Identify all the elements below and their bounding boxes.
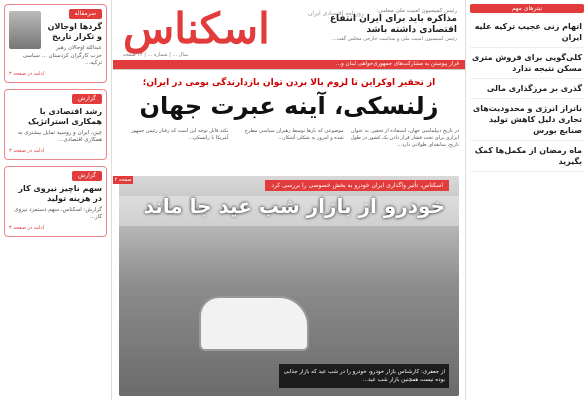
article-col-3: نکته قابل توجه این است که رفتار رئیس جمهور آمریکا با زلنسکی... xyxy=(131,128,229,141)
article-col-2: موضوعی که بارها توسط رهبران سیاسی مطرح شده و امروز به شکلی آشکار... xyxy=(244,128,344,141)
masthead-bar: قرار پیوستن به مشارکت‌های جمهوری‌خواهی لبنان و... xyxy=(113,60,465,69)
top-interview[interactable] xyxy=(329,8,457,60)
card-tag: گزارش xyxy=(72,171,102,181)
article-col-1: در تاریخ دیپلماسی جهان، استفاده از تحقیر، به عنوان ابزاری برای تحت فشار قرار دادن یک کشور در طول تاریخ، سابقه‌ای طولانی دارد... xyxy=(350,128,459,148)
more-link[interactable]: ادامه در صفحه ۳ xyxy=(9,224,45,231)
card-title: گردها اوجالان و تکرار تاریخ xyxy=(47,22,102,41)
issue-info: سال ... | شماره ... | ۱۲ صفحه xyxy=(123,52,189,58)
headline-kicker: از تحقیر اوکراین تا لزوم بالا بردن توان بازدارندگی بومی در ایران؛ xyxy=(142,78,436,88)
card-body: عبدالله اوجالان رهبر حزب کارگران کردستان ... سیاسی ترکیه... xyxy=(22,45,102,66)
left-column xyxy=(0,0,112,400)
right-column xyxy=(465,0,588,400)
card-body: چین، ایران و روسیه تمایل بیشتری به همکاری اقتصادی... xyxy=(17,129,102,143)
left-card-1[interactable] xyxy=(4,4,107,83)
left-card-3[interactable] xyxy=(4,166,107,237)
card-title: رشد اقتصادی با همکاری استراتژیک xyxy=(27,106,102,126)
card-tag: گزارش xyxy=(72,94,102,104)
interview-pre: رئیس کمیسیون امنیت ملی مجلس: xyxy=(376,8,457,14)
center-column xyxy=(113,0,465,400)
photo-headline[interactable]: خودرو از بازار شب عید جا ماند xyxy=(143,194,445,218)
card-body: گزارش: اسکناس، سهم دستمزد نیروی کار... xyxy=(14,206,102,220)
more-link[interactable]: ادامه در صفحه ۳ xyxy=(9,70,45,77)
newspaper-logo[interactable]: اسکناس xyxy=(123,4,270,53)
card-title: سهم ناچیز نیروی کار در هزینه تولید xyxy=(18,183,102,203)
factory-photo[interactable] xyxy=(119,176,459,396)
right-category: تیترهای مهم xyxy=(470,4,584,13)
interview-title: مذاکره باید برای ایران انتفاع اقتصادی داشته باشد xyxy=(329,14,457,35)
car-body-image xyxy=(199,296,309,351)
interview-body: رئیس کمیسیون امنیت ملی و سیاست خارجی مجلس گفت... xyxy=(331,36,457,42)
lead-article xyxy=(119,128,459,170)
main-headline[interactable]: زلنسکی، آینه عبرت جهان xyxy=(139,92,439,120)
more-link[interactable]: ادامه در صفحه ۳ xyxy=(9,147,45,154)
masthead xyxy=(113,0,465,70)
photo-caption: از جعفری: کارشناس بازار خودرو، خودرو را در شب عید که بازار جذابی بوده نیست همچنین بازار شب عید... xyxy=(279,364,449,388)
headline-item[interactable]: اتهام زنی عجیب ترکیه علیه ایران xyxy=(470,17,584,48)
logo-subtitle: روزنامه اقتصادی ایران xyxy=(308,10,364,17)
headline-item[interactable]: ناتراز انرژی و محدودیت‌های تجاری دلیل کاهش تولید صنایع بورس xyxy=(470,99,584,141)
headline-item[interactable]: کلی‌گویی برای فروش متری مسکن نتیجه ندارد xyxy=(470,48,584,79)
headline-item[interactable]: ماه رمضان از مکمل‌ها کمک بگیرید xyxy=(470,141,584,172)
photo-tag: اسکناس، تأثیر واگذاری ایران خودرو به بخش خصوصی را بررسی کرد xyxy=(265,180,449,191)
page-label: صفحه ۲ xyxy=(114,177,132,183)
author-photo xyxy=(9,11,41,49)
left-card-2[interactable] xyxy=(4,89,107,160)
headline-item[interactable]: گذری بر مرزگذاری مالی xyxy=(470,79,584,99)
card-tag: سرمقاله xyxy=(69,9,102,19)
